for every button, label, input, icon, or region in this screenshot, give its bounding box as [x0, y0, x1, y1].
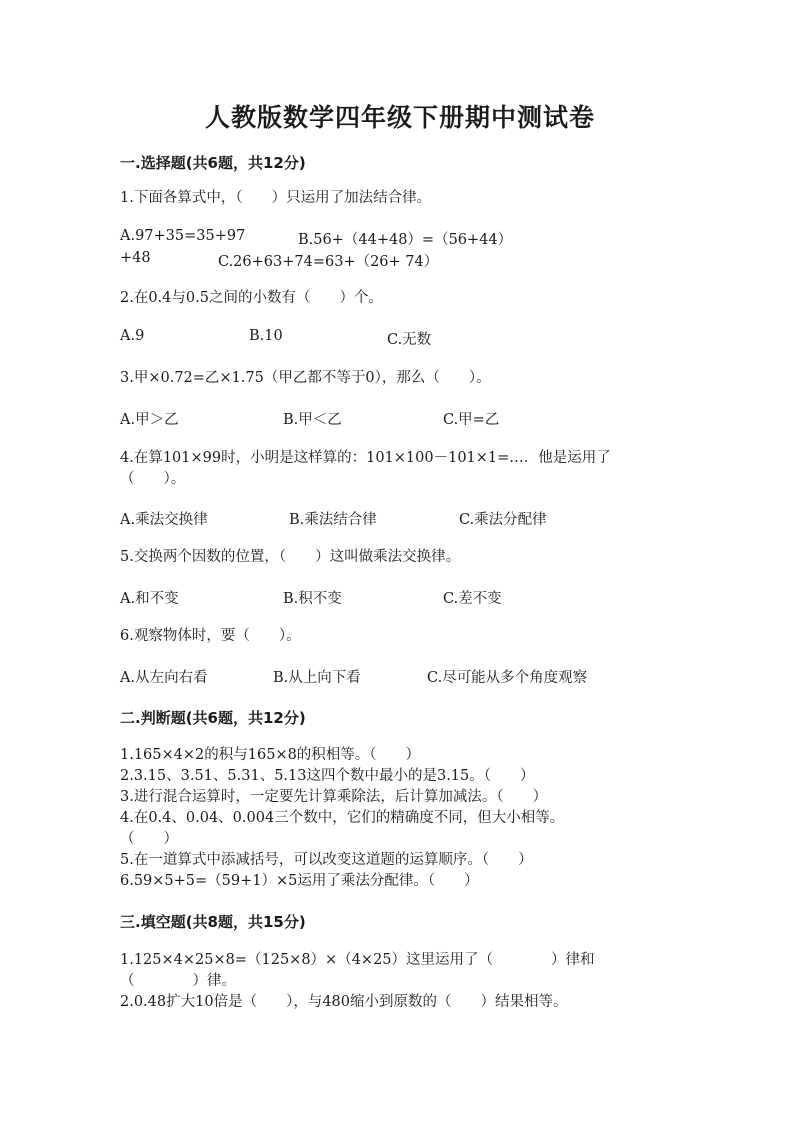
judgment-item-cont: （ ）: [120, 831, 178, 847]
question-stem-cont: （ ）。: [120, 471, 186, 487]
option-a: A.和不变: [120, 591, 179, 607]
option-b: B.乘法结合律: [289, 512, 377, 528]
option-a: A.乘法交换律: [120, 512, 208, 528]
question-stem: 4.在算101×99时，小明是这样算的：101×100－101×1=…．他是运用了: [120, 450, 611, 466]
option-a: A.97+35=35+97: [120, 228, 246, 244]
fill-item-cont: （ ）律。: [120, 973, 236, 989]
option-c: C.乘法分配律: [459, 512, 547, 528]
option-b: B.甲＜乙: [283, 412, 342, 428]
option-c: C.无数: [387, 332, 432, 348]
judgment-item: 4.在0.4、0.04、0.004三个数中，它们的精确度不同，但大小相等。: [120, 810, 565, 826]
page-title: 人教版数学四年级下册期中测试卷: [204, 103, 595, 132]
judgment-item: 3.进行混合运算时，一定要先计算乘除法，后计算加减法。（ ）: [120, 789, 548, 805]
option-c: C.甲=乙: [443, 412, 500, 428]
option-c: C.26+63+74=63+（26+ 74）: [218, 254, 439, 270]
judgment-item: 6.59×5+5=（59+1）×5运用了乘法分配律。（ ）: [120, 873, 479, 889]
option-c: C.尽可能从多个角度观察: [427, 670, 588, 686]
option-b: B.积不变: [283, 591, 342, 607]
fill-item: 1.125×4×25×8=（125×8）×（4×25）这里运用了（ ）律和: [120, 952, 595, 968]
question-stem: 1.下面各算式中，（ ）只运用了加法结合律。: [120, 190, 432, 206]
option-b: B.56+（44+48）=（56+44）: [298, 232, 513, 248]
option-c: C.差不变: [443, 591, 502, 607]
section-heading-true-false: 二.判断题(共6题，共12分): [120, 709, 306, 727]
option-a: A.从左向右看: [120, 670, 208, 686]
option-b: B.10: [249, 328, 283, 344]
fill-item: 2.0.48扩大10倍是（ ），与480缩小到原数的（ ）结果相等。: [120, 994, 568, 1010]
question-stem: 5.交换两个因数的位置，（ ）这叫做乘法交换律。: [120, 549, 461, 565]
question-stem: 3.甲×0.72=乙×1.75（甲乙都不等于0），那么（ ）。: [120, 370, 491, 386]
option-b-cont: +48: [120, 250, 151, 266]
option-a: A.9: [120, 328, 145, 344]
section-heading-choice: 一.选择题(共6题，共12分): [120, 154, 306, 172]
judgment-item: 5.在一道算式中添减括号，可以改变这道题的运算顺序。（ ）: [120, 852, 533, 868]
question-stem: 2.在0.4与0.5之间的小数有（ ）个。: [120, 290, 383, 306]
option-b: B.从上向下看: [273, 670, 361, 686]
judgment-item: 2.3.15、3.51、5.31、5.13这四个数中最小的是3.15。（ ）: [120, 768, 535, 784]
option-a: A.甲＞乙: [120, 412, 179, 428]
section-heading-fill-blank: 三.填空题(共8题，共15分): [120, 913, 306, 931]
question-stem: 6.观察物体时，要（ ）。: [120, 628, 301, 644]
judgment-item: 1.165×4×2的积与165×8的积相等。（ ）: [120, 747, 421, 763]
